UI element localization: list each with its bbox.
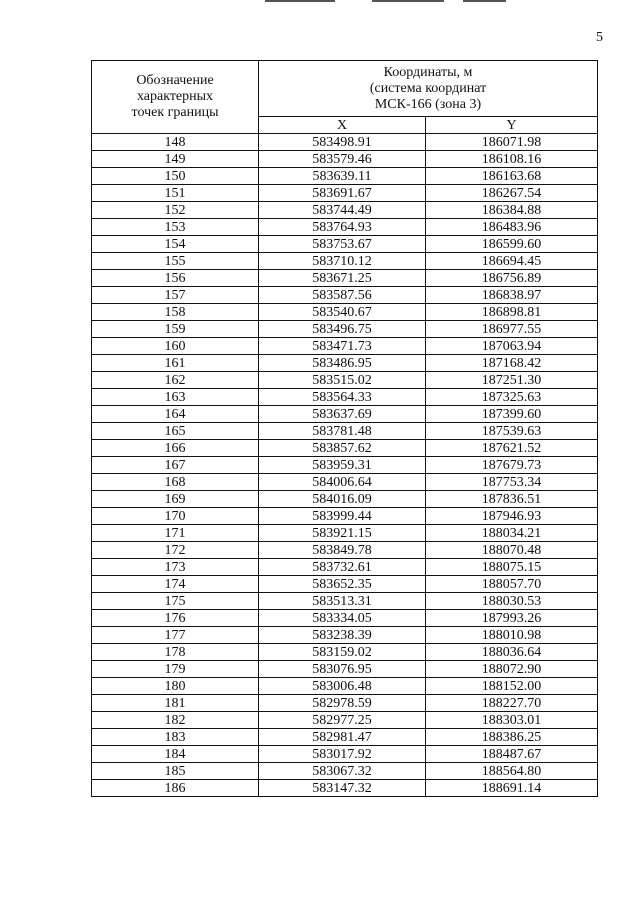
y-coordinate-cell: 187325.63 <box>426 389 598 406</box>
table-row <box>92 542 598 559</box>
x-coordinate-cell: 583496.75 <box>259 321 426 338</box>
x-coordinate-cell: 582978.59 <box>259 695 426 712</box>
y-coordinate-cell: 188487.67 <box>426 746 598 763</box>
y-coordinate-cell: 187679.73 <box>426 457 598 474</box>
point-number-cell: 156 <box>92 270 259 287</box>
point-number-cell: 165 <box>92 423 259 440</box>
y-coordinate-cell: 188386.25 <box>426 729 598 746</box>
y-coordinate-cell: 187063.94 <box>426 338 598 355</box>
header-point-designation: Обозначение характерных точек границы <box>92 61 259 134</box>
table-row <box>92 134 598 151</box>
table-row <box>92 729 598 746</box>
y-coordinate-cell: 187168.42 <box>426 355 598 372</box>
y-coordinate-cell: 188072.90 <box>426 661 598 678</box>
table-row <box>92 661 598 678</box>
point-number-cell: 177 <box>92 627 259 644</box>
header-coordinates: Координаты, м (система координат МСК-166 (зона 3) <box>259 61 598 117</box>
point-number-cell: 158 <box>92 304 259 321</box>
x-coordinate-cell: 583017.92 <box>259 746 426 763</box>
y-coordinate-cell: 187251.30 <box>426 372 598 389</box>
x-coordinate-cell: 583540.67 <box>259 304 426 321</box>
point-number-cell: 176 <box>92 610 259 627</box>
y-coordinate-cell: 186071.98 <box>426 134 598 151</box>
point-number-cell: 171 <box>92 525 259 542</box>
x-coordinate-cell: 583564.33 <box>259 389 426 406</box>
point-number-cell: 162 <box>92 372 259 389</box>
x-coordinate-cell: 583781.48 <box>259 423 426 440</box>
x-coordinate-cell: 583753.67 <box>259 236 426 253</box>
table-row <box>92 423 598 440</box>
x-coordinate-cell: 583764.93 <box>259 219 426 236</box>
table-row <box>92 338 598 355</box>
x-coordinate-cell: 583334.05 <box>259 610 426 627</box>
y-coordinate-cell: 188030.53 <box>426 593 598 610</box>
top-edge-mark-left <box>265 0 335 2</box>
table-row <box>92 508 598 525</box>
x-coordinate-cell: 583067.32 <box>259 763 426 780</box>
point-number-cell: 154 <box>92 236 259 253</box>
x-coordinate-cell: 583515.02 <box>259 372 426 389</box>
x-coordinate-cell: 583637.69 <box>259 406 426 423</box>
table-row <box>92 474 598 491</box>
point-number-cell: 183 <box>92 729 259 746</box>
y-coordinate-cell: 186483.96 <box>426 219 598 236</box>
y-coordinate-cell: 188075.15 <box>426 559 598 576</box>
table-row <box>92 253 598 270</box>
point-number-cell: 169 <box>92 491 259 508</box>
table-row <box>92 355 598 372</box>
y-coordinate-cell: 186977.55 <box>426 321 598 338</box>
x-coordinate-cell: 584006.64 <box>259 474 426 491</box>
y-coordinate-cell: 186838.97 <box>426 287 598 304</box>
y-coordinate-cell: 186267.54 <box>426 185 598 202</box>
x-coordinate-cell: 583744.49 <box>259 202 426 219</box>
y-coordinate-cell: 188564.80 <box>426 763 598 780</box>
point-number-cell: 167 <box>92 457 259 474</box>
table-row <box>92 780 598 797</box>
y-coordinate-cell: 188010.98 <box>426 627 598 644</box>
table-row <box>92 168 598 185</box>
y-coordinate-cell: 188070.48 <box>426 542 598 559</box>
point-number-cell: 170 <box>92 508 259 525</box>
x-coordinate-cell: 583671.25 <box>259 270 426 287</box>
y-coordinate-cell: 187836.51 <box>426 491 598 508</box>
header-x: X <box>259 117 426 134</box>
x-coordinate-cell: 583857.62 <box>259 440 426 457</box>
table-row <box>92 406 598 423</box>
x-coordinate-cell: 583691.67 <box>259 185 426 202</box>
x-coordinate-cell: 583159.02 <box>259 644 426 661</box>
y-coordinate-cell: 187753.34 <box>426 474 598 491</box>
point-number-cell: 159 <box>92 321 259 338</box>
y-coordinate-cell: 187946.93 <box>426 508 598 525</box>
y-coordinate-cell: 188227.70 <box>426 695 598 712</box>
point-number-cell: 180 <box>92 678 259 695</box>
page-number: 5 <box>596 30 603 45</box>
table-row <box>92 219 598 236</box>
point-number-cell: 184 <box>92 746 259 763</box>
y-coordinate-cell: 186694.45 <box>426 253 598 270</box>
table-row <box>92 236 598 253</box>
table-row <box>92 712 598 729</box>
x-coordinate-cell: 583486.95 <box>259 355 426 372</box>
x-coordinate-cell: 583587.56 <box>259 287 426 304</box>
table-body <box>92 134 598 797</box>
point-number-cell: 155 <box>92 253 259 270</box>
y-coordinate-cell: 188034.21 <box>426 525 598 542</box>
point-number-cell: 157 <box>92 287 259 304</box>
x-coordinate-cell: 583471.73 <box>259 338 426 355</box>
y-coordinate-cell: 188152.00 <box>426 678 598 695</box>
y-coordinate-cell: 186163.68 <box>426 168 598 185</box>
table-row <box>92 270 598 287</box>
point-number-cell: 181 <box>92 695 259 712</box>
top-edge-mark-right <box>463 0 506 2</box>
point-number-cell: 163 <box>92 389 259 406</box>
x-coordinate-cell: 583639.11 <box>259 168 426 185</box>
x-coordinate-cell: 582981.47 <box>259 729 426 746</box>
coordinates-table <box>91 60 598 797</box>
table-row <box>92 321 598 338</box>
table-row <box>92 202 598 219</box>
point-number-cell: 186 <box>92 780 259 797</box>
table-row <box>92 440 598 457</box>
x-coordinate-cell: 583147.32 <box>259 780 426 797</box>
x-coordinate-cell: 583732.61 <box>259 559 426 576</box>
table-row <box>92 372 598 389</box>
table-row <box>92 185 598 202</box>
point-number-cell: 173 <box>92 559 259 576</box>
x-coordinate-cell: 583710.12 <box>259 253 426 270</box>
y-coordinate-cell: 187399.60 <box>426 406 598 423</box>
x-coordinate-cell: 583006.48 <box>259 678 426 695</box>
x-coordinate-cell: 582977.25 <box>259 712 426 729</box>
x-coordinate-cell: 583652.35 <box>259 576 426 593</box>
point-number-cell: 151 <box>92 185 259 202</box>
table-row <box>92 576 598 593</box>
x-coordinate-cell: 583849.78 <box>259 542 426 559</box>
table-row <box>92 593 598 610</box>
x-coordinate-cell: 583921.15 <box>259 525 426 542</box>
table-row <box>92 389 598 406</box>
table-row <box>92 678 598 695</box>
point-number-cell: 164 <box>92 406 259 423</box>
point-number-cell: 148 <box>92 134 259 151</box>
table-row <box>92 151 598 168</box>
table-row <box>92 695 598 712</box>
point-number-cell: 161 <box>92 355 259 372</box>
table-row <box>92 559 598 576</box>
point-number-cell: 168 <box>92 474 259 491</box>
point-number-cell: 153 <box>92 219 259 236</box>
y-coordinate-cell: 188691.14 <box>426 780 598 797</box>
table-row <box>92 491 598 508</box>
point-number-cell: 178 <box>92 644 259 661</box>
y-coordinate-cell: 186599.60 <box>426 236 598 253</box>
y-coordinate-cell: 186898.81 <box>426 304 598 321</box>
y-coordinate-cell: 187993.26 <box>426 610 598 627</box>
header-y: Y <box>426 117 598 134</box>
point-number-cell: 174 <box>92 576 259 593</box>
top-edge-mark-middle <box>372 0 444 2</box>
point-number-cell: 160 <box>92 338 259 355</box>
x-coordinate-cell: 583579.46 <box>259 151 426 168</box>
point-number-cell: 152 <box>92 202 259 219</box>
y-coordinate-cell: 188303.01 <box>426 712 598 729</box>
point-number-cell: 179 <box>92 661 259 678</box>
point-number-cell: 182 <box>92 712 259 729</box>
y-coordinate-cell: 186108.16 <box>426 151 598 168</box>
table-row <box>92 457 598 474</box>
y-coordinate-cell: 187539.63 <box>426 423 598 440</box>
table-row <box>92 287 598 304</box>
y-coordinate-cell: 188036.64 <box>426 644 598 661</box>
x-coordinate-cell: 583999.44 <box>259 508 426 525</box>
y-coordinate-cell: 187621.52 <box>426 440 598 457</box>
table-row <box>92 763 598 780</box>
table-row <box>92 627 598 644</box>
x-coordinate-cell: 584016.09 <box>259 491 426 508</box>
x-coordinate-cell: 583238.39 <box>259 627 426 644</box>
table-row <box>92 746 598 763</box>
table-row <box>92 610 598 627</box>
table-row <box>92 304 598 321</box>
x-coordinate-cell: 583498.91 <box>259 134 426 151</box>
table-row <box>92 525 598 542</box>
point-number-cell: 172 <box>92 542 259 559</box>
y-coordinate-cell: 188057.70 <box>426 576 598 593</box>
x-coordinate-cell: 583076.95 <box>259 661 426 678</box>
point-number-cell: 166 <box>92 440 259 457</box>
y-coordinate-cell: 186756.89 <box>426 270 598 287</box>
point-number-cell: 150 <box>92 168 259 185</box>
x-coordinate-cell: 583959.31 <box>259 457 426 474</box>
point-number-cell: 175 <box>92 593 259 610</box>
x-coordinate-cell: 583513.31 <box>259 593 426 610</box>
point-number-cell: 149 <box>92 151 259 168</box>
table-row <box>92 644 598 661</box>
point-number-cell: 185 <box>92 763 259 780</box>
y-coordinate-cell: 186384.88 <box>426 202 598 219</box>
